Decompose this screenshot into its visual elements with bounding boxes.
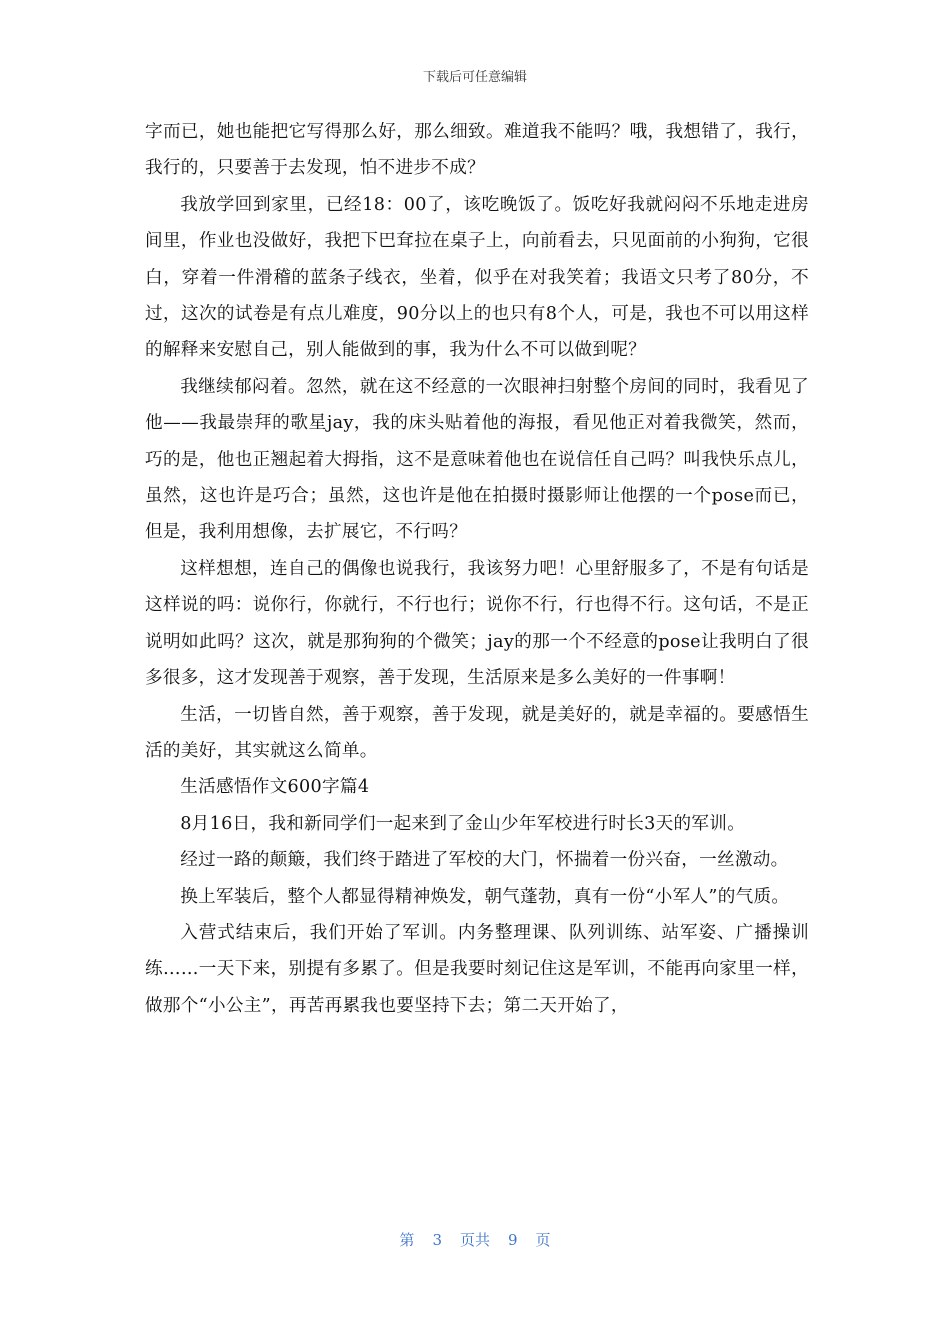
page-header: 下载后可任意编辑 — [422, 70, 527, 85]
document-body — [145, 114, 809, 1024]
footer-current-page: 3 — [432, 1231, 442, 1249]
paragraph-8: 换上军装后，整个人都显得精神焕发，朝气蓬勃，真有一份“小军人”的气质。 — [180, 886, 790, 907]
footer-total-pages: 9 — [508, 1231, 518, 1249]
section-heading: 生活感悟作文600字篇4 — [180, 777, 370, 798]
paragraph-5: 生活，一切皆自然，善于观察，善于发现，就是美好的，就是幸福的。要感悟生活的美好，其实就这么简单。 — [145, 704, 809, 761]
paragraph-3: 我继续郁闷着。忽然，就在这不经意的一次眼神扫射整个房间的同时，我看见了他——我最崇拜的歌星jay，我的床头贴着他的海报，看见他正对着我微笑，然而，巧的是，他也正翘起着大拇指，这不是意味着他也在说信任自己吗？叫我快乐点儿，虽然，这也许是巧合；虽然，这也许是他在拍摄时摄影师让他摆的一个pose而已，但是，我利用想像，去扩展它，不行吗？ — [145, 376, 809, 543]
paragraph-2: 我放学回到家里，已经18：00了，该吃晚饭了。饭吃好我就闷闷不乐地走进房间里，作业也没做好，我把下巴耷拉在桌子上，向前看去，只见面前的小狗狗，它很白，穿着一件滑稽的蓝条子线衣，坐着，似乎在对我笑着；我语文只考了80分，不过，这次的试卷是有点儿难度，90分以上的也只有8个人，可是，我也不可以用这样的解释来安慰自己，别人能做到的事，我为什么不可以做到呢？ — [145, 194, 809, 361]
footer-suffix: 页 — [535, 1231, 551, 1249]
paragraph-4: 这样想想，连自己的偶像也说我行，我该努力吧！心里舒服多了，不是有句话是这样说的吗：说你行，你就行，不行也行；说你不行，行也得不行。这句话，不是正说明如此吗？这次，就是那狗狗的个微笑；jay的那一个不经意的pose让我明白了很多很多，这才发现善于观察，善于发现，生活原来是多么美好的一件事啊！ — [145, 558, 809, 689]
paragraph-7: 经过一路的颠簸，我们终于踏进了军校的大门，怀揣着一份兴奋，一丝激动。 — [180, 850, 789, 871]
page-footer — [0, 1229, 950, 1250]
footer-middle: 页共 — [459, 1231, 490, 1249]
paragraph-6: 8月16日，我和新同学们一起来到了金山少年军校进行时长3天的军训。 — [180, 813, 746, 834]
footer-prefix: 第 — [399, 1231, 415, 1249]
paragraph-9: 入营式结束后，我们开始了军训。内务整理课、队列训练、站军姿、广播操训练……一天下来，别提有多累了。但是我要时刻记住这是军训，不能再向家里一样，做那个“小公主”，再苦再累我也要坚持下去；第二天开始了， — [145, 922, 809, 1016]
paragraph-1: 字而已，她也能把它写得那么好，那么细致。难道我不能吗？哦，我想错了，我行，我行的，只要善于去发现，怕不进步不成？ — [145, 122, 809, 179]
